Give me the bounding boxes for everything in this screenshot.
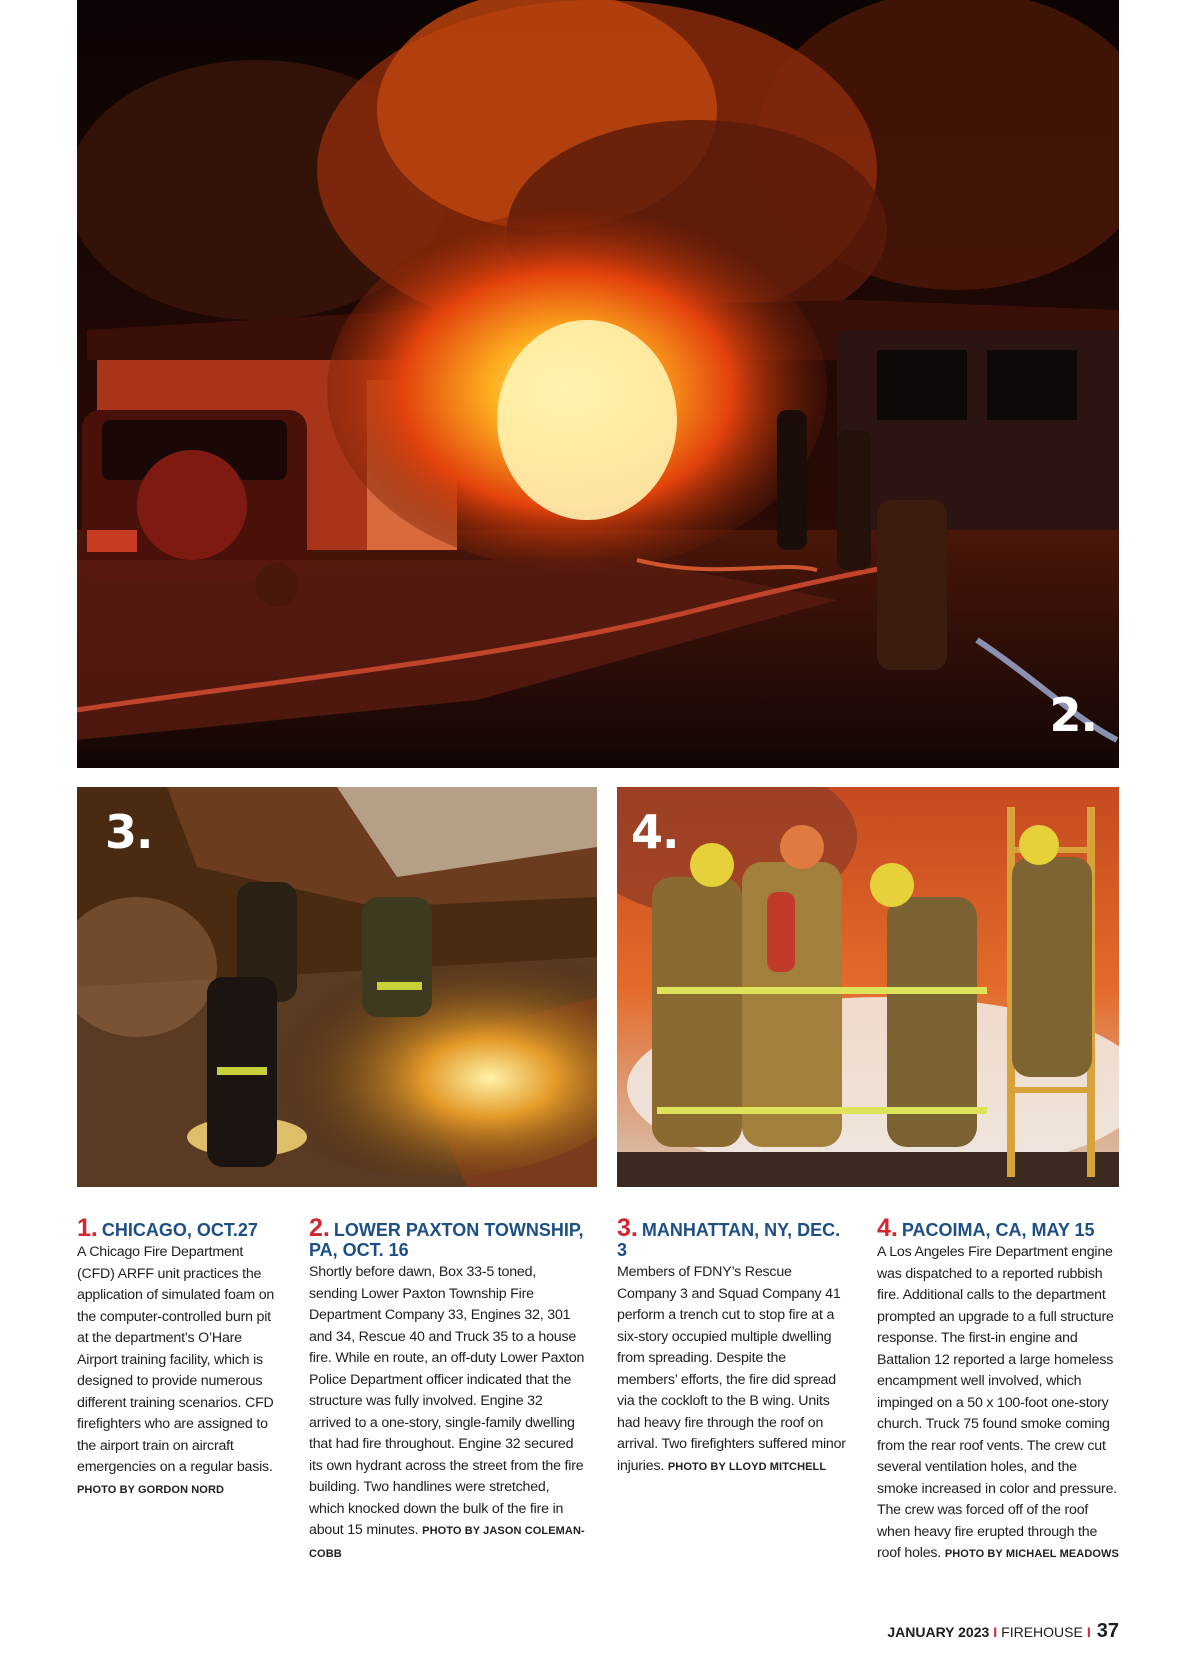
caption-chicago bbox=[77, 1214, 277, 1501]
caption-title: PACOIMA, CA, MAY 15 bbox=[901, 1220, 1095, 1240]
magazine-name: FIREHOUSE bbox=[1001, 1624, 1083, 1640]
page-number: 37 bbox=[1096, 1620, 1119, 1642]
photo-house-fire bbox=[77, 0, 1119, 768]
caption-pacoima bbox=[877, 1214, 1119, 1566]
roof-crew-image bbox=[617, 787, 1119, 1187]
footer-separator: I bbox=[993, 1624, 998, 1640]
photo-credit: PHOTO BY LLOYD MITCHELL bbox=[667, 1460, 827, 1473]
caption-title: MANHATTAN, NY, DEC. 3 bbox=[617, 1220, 841, 1260]
footer-separator: I bbox=[1086, 1624, 1091, 1640]
caption-number: 4. bbox=[877, 1214, 898, 1242]
photo-roof-crew bbox=[617, 787, 1119, 1187]
photo-credit: PHOTO BY JASON COLEMAN-COBB bbox=[309, 1525, 585, 1560]
caption-title: LOWER PAXTON TOWNSHIP, PA, OCT. 16 bbox=[309, 1220, 584, 1260]
photo-number-3: 3. bbox=[105, 805, 153, 859]
caption-number: 3. bbox=[617, 1214, 638, 1242]
caption-number: 1. bbox=[77, 1214, 98, 1242]
photo-credit: PHOTO BY GORDON NORD bbox=[77, 1483, 225, 1496]
issue-date: JANUARY 2023 bbox=[887, 1624, 990, 1640]
photo-number-4: 4. bbox=[631, 805, 679, 859]
photo-trench-cut bbox=[77, 787, 597, 1187]
caption-body: Members of FDNY’s Rescue Company 3 and Squad Company 41 perform a trench cut to stop fire at a six-story occupied multiple dwelling from spreading. Despite the members’ efforts, the fire did spread via the cockloft to the B wing. Units had heavy fire through the roof on arrival. Two firefighters suffered minor injuries. bbox=[617, 1264, 846, 1474]
caption-body: Shortly before dawn, Box 33-5 toned, sending Lower Paxton Township Fire Department Company 33, Engines 32, 301 and 34, Rescue 40 and Truck 35 to a house fire. While en route, an off-duty Lower Paxton Police Department officer indicated that the structure was fully involved. Engine 32 arrived to a one-story, single-family dwelling that had fire throughout. Engine 32 secured its own hydrant across the street from the fire building. Two handlines were stretched, which knocked down the bulk of the fire in about 15 minutes. bbox=[309, 1264, 585, 1538]
caption-number: 2. bbox=[309, 1214, 330, 1242]
caption-lower-paxton bbox=[309, 1214, 585, 1565]
caption-title: CHICAGO, OCT.27 bbox=[101, 1220, 258, 1240]
caption-body: A Los Angeles Fire Department engine was dispatched to a reported rubbish fire. Additional calls to the department prompted an upgrade to a full structure response. The first-in engine and Battalion 12 reported a large homeless encampment well involved, which impinged on a 50 x 100-foot one-story church. Truck 75 found smoke coming from the rear roof vents. The crew cut several ventilation holes, and the smoke increased in color and pressure. The crew was forced off of the roof when heavy fire erupted through the roof holes. bbox=[877, 1244, 1118, 1561]
trench-cut-image bbox=[77, 787, 597, 1187]
caption-body: A Chicago Fire Department (CFD) ARFF unit practices the application of simulated foam on the computer-controlled burn pit at the department’s O’Hare Airport training facility, which is designed to provide numerous different training scenarios. CFD firefighters who are assigned to the airport train on aircraft emergencies on a regular basis. bbox=[77, 1244, 275, 1475]
page-footer bbox=[887, 1620, 1119, 1643]
house-fire-image bbox=[77, 0, 1119, 768]
photo-number-2: 2. bbox=[1049, 688, 1097, 742]
caption-manhattan bbox=[617, 1214, 849, 1478]
photo-credit: PHOTO BY MICHAEL MEADOWS bbox=[944, 1548, 1119, 1560]
